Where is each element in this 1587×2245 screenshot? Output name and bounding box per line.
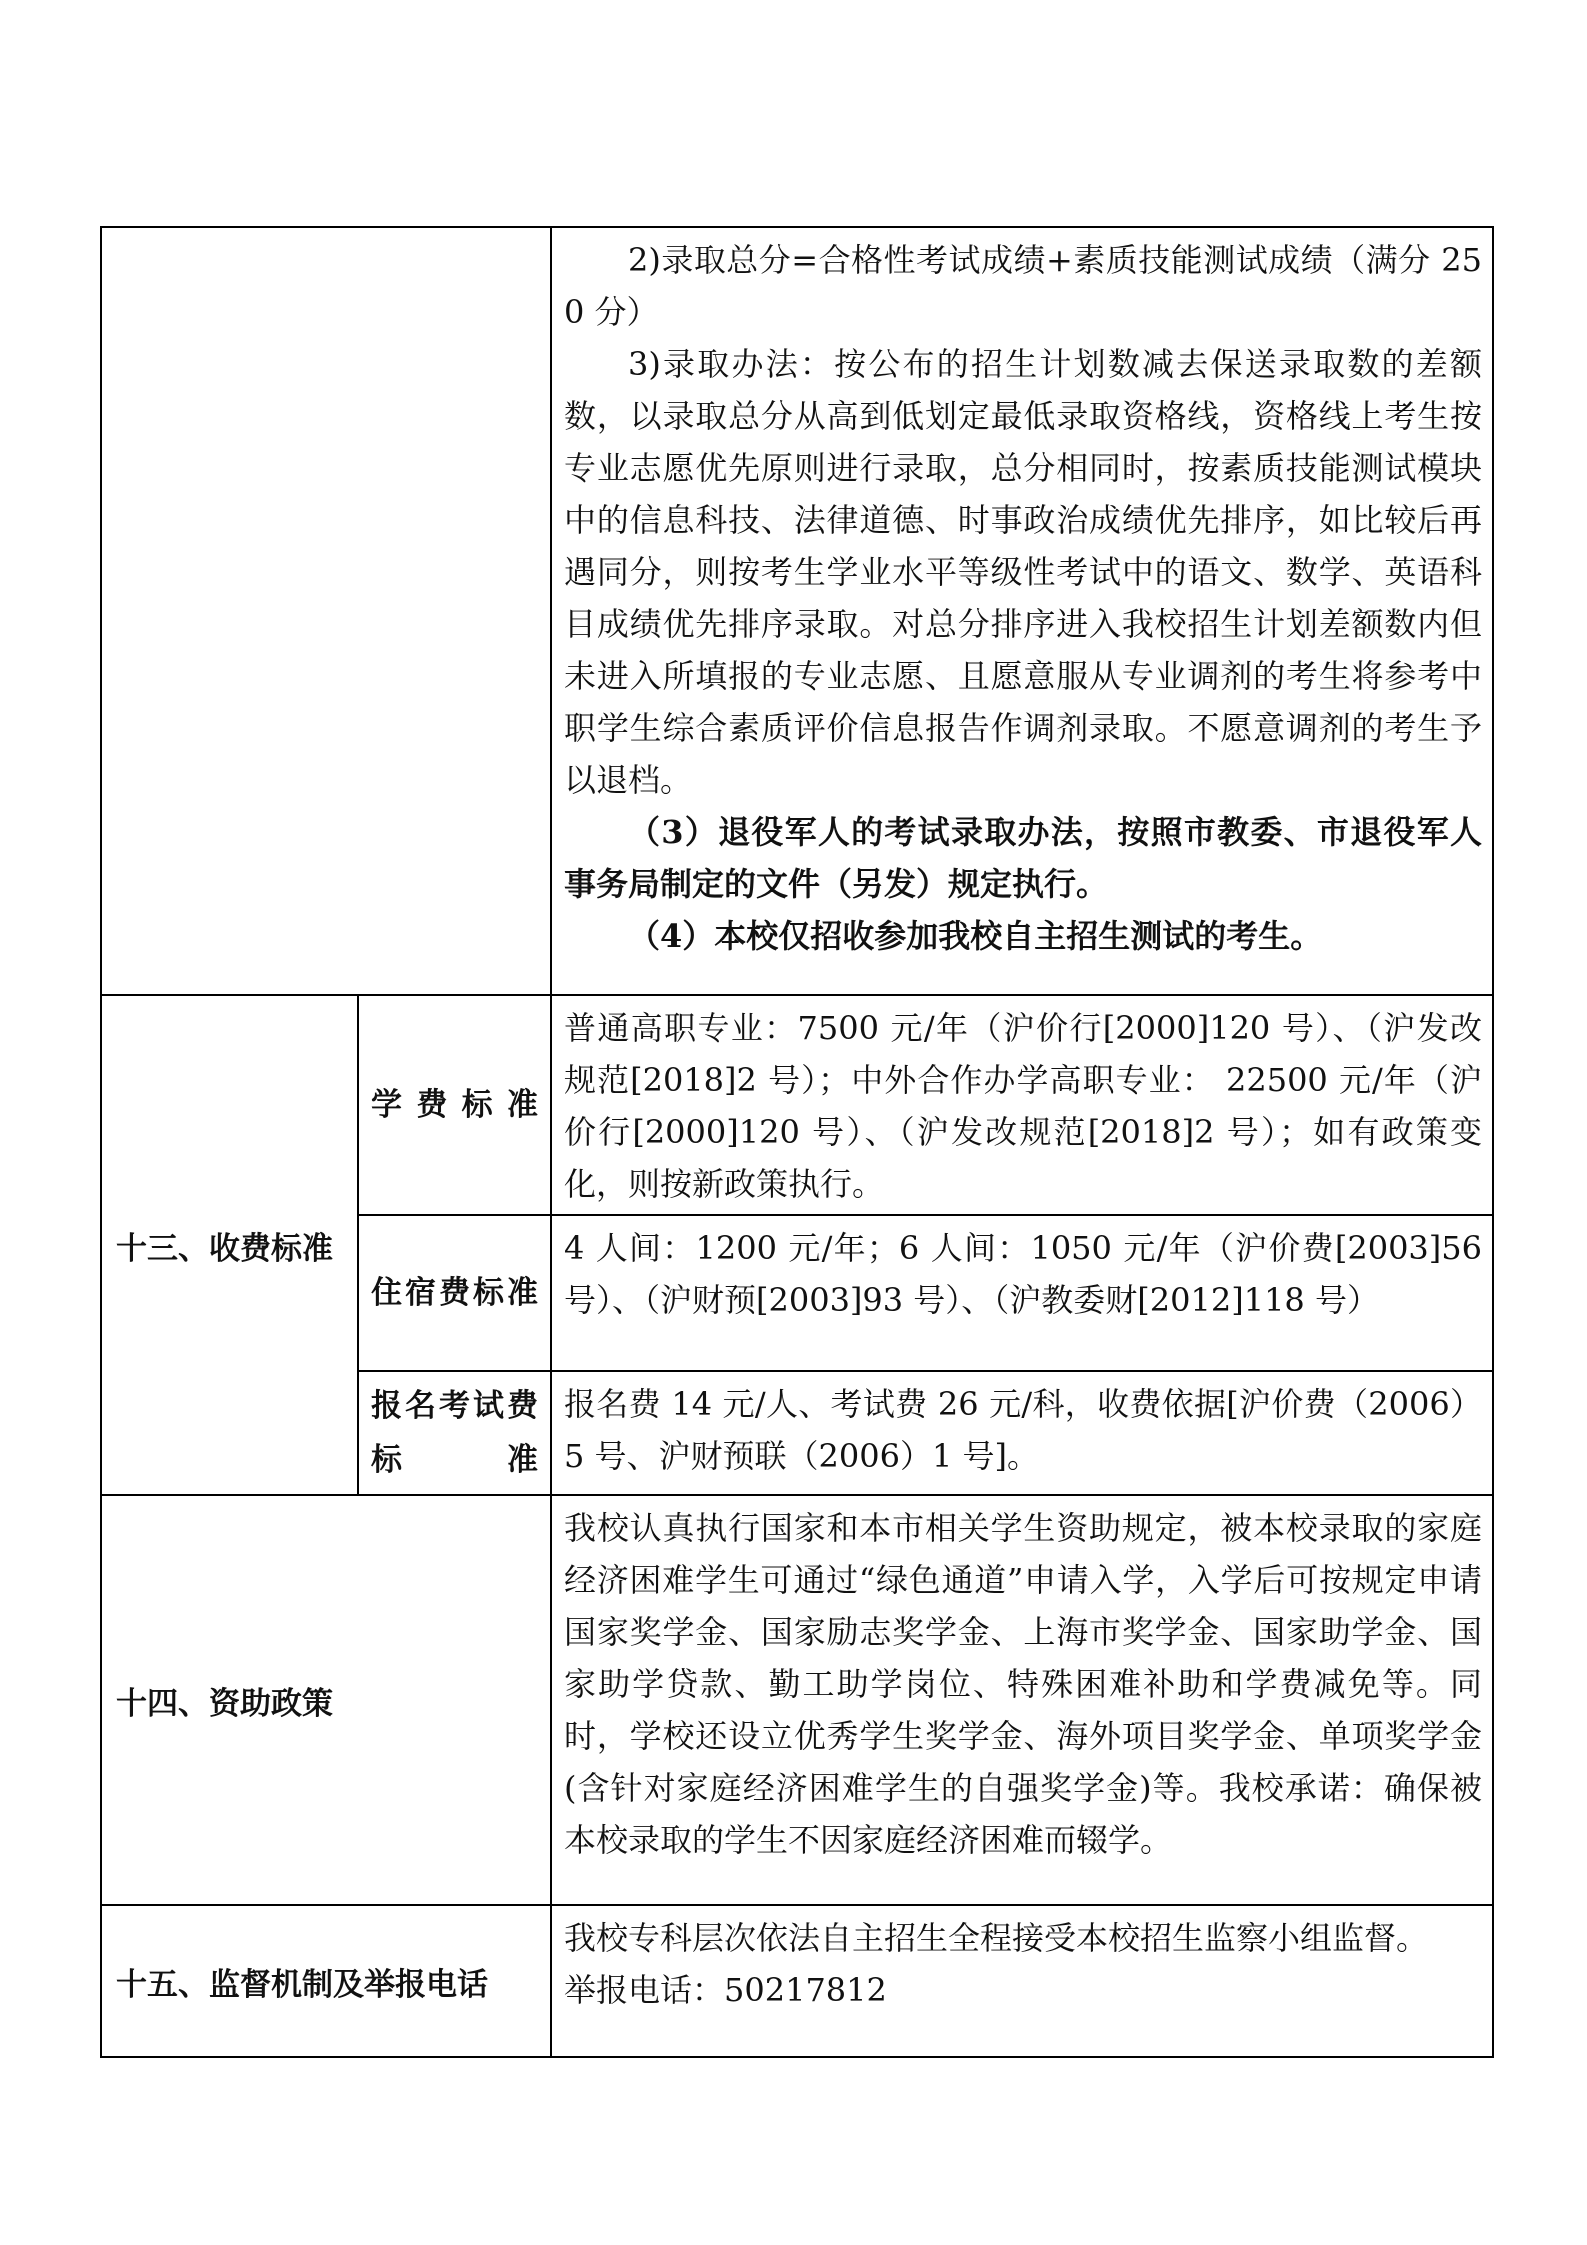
exam-fee-content-cell [551, 1371, 1493, 1495]
admission-rules-row [101, 227, 1493, 995]
exam-fee-label: 报名考试费标准 [358, 1371, 551, 1495]
aid-content-cell [551, 1495, 1493, 1905]
tuition-label: 学费标准 [358, 995, 551, 1215]
tuition-text: 普通高职专业：7500 元/年（沪价行[2000]120 号）、（沪发改规范[2018]2 号）；中外合作办学高职专业： 22500 元/年（沪价行[2000]120 号）、（沪发改规范[2018]2 号）；如有政策变化，则按新政策执行。 [564, 1009, 1482, 1203]
admission-method-paragraph: 3)录取办法：按公布的招生计划数减去保送录取数的差额数，以录取总分从高到低划定最低录取资格线，资格线上考生按专业志愿优先原则进行录取，总分相同时，按素质技能测试模块中的信息科技、法律道德、时事政治成绩优先排序，如比较后再遇同分，则按考生学业水平等级性考试中的语文、数学、英语科目成绩优先排序录取。对总分排序进入我校招生计划差额数内但未进入所填报的专业志愿、且愿意服从专业调剂的考生将参考中职学生综合素质评价信息报告作调剂录取。不愿意调剂的考生予以退档。 [564, 345, 1482, 799]
admission-info-table [100, 226, 1494, 2058]
aid-row [101, 1495, 1493, 1905]
total-score-paragraph: 2)录取总分=合格性考试成绩+素质技能测试成绩（满分 250 分） [564, 241, 1482, 331]
report-phone: 举报电话：50217812 [564, 1971, 887, 2009]
veteran-admission-paragraph: （3）退役军人的考试录取办法，按照市教委、市退役军人事务局制定的文件（另发）规定执行。 [564, 813, 1482, 903]
admission-rules-label-cell [101, 227, 551, 995]
dorm-label: 住宿费标准 [358, 1215, 551, 1371]
supervision-section-label: 十五、监督机制及举报电话 [101, 1905, 551, 2057]
supervision-content-cell [551, 1905, 1493, 2057]
aid-text: 我校认真执行国家和本市相关学生资助规定，被本校录取的家庭经济困难学生可通过“绿色通道”申请入学，入学后可按规定申请国家奖学金、国家励志奖学金、上海市奖学金、国家助学金、国家助学贷款、勤工助学岗位、特殊困难补助和学费减免等。同时，学校还设立优秀学生奖学金、海外项目奖学金、单项奖学金(含针对家庭经济困难学生的自强奖学金)等。我校承诺：确保被本校录取的学生不因家庭经济困难而辍学。 [564, 1509, 1482, 1859]
supervision-text: 我校专科层次依法自主招生全程接受本校招生监察小组监督。 [564, 1919, 1429, 1957]
tuition-content-cell [551, 995, 1493, 1215]
exam-fee-text: 报名费 14 元/人、考试费 26 元/科，收费依据[沪价费（2006）5 号、沪财预联（2006）1 号]。 [564, 1385, 1482, 1475]
fees-section-label: 十三、收费标准 [101, 995, 358, 1495]
dorm-text: 4 人间：1200 元/年；6 人间：1050 元/年（沪价费[2003]56 号）、（沪财预[2003]93 号）、（沪教委财[2012]118 号） [564, 1229, 1482, 1319]
supervision-row [101, 1905, 1493, 2057]
dorm-content-cell [551, 1215, 1493, 1371]
tuition-row [101, 995, 1493, 1215]
self-exam-only-paragraph: （4）本校仅招收参加我校自主招生测试的考生。 [628, 917, 1323, 955]
admission-rules-content-cell [551, 227, 1493, 995]
aid-section-label: 十四、资助政策 [101, 1495, 551, 1905]
